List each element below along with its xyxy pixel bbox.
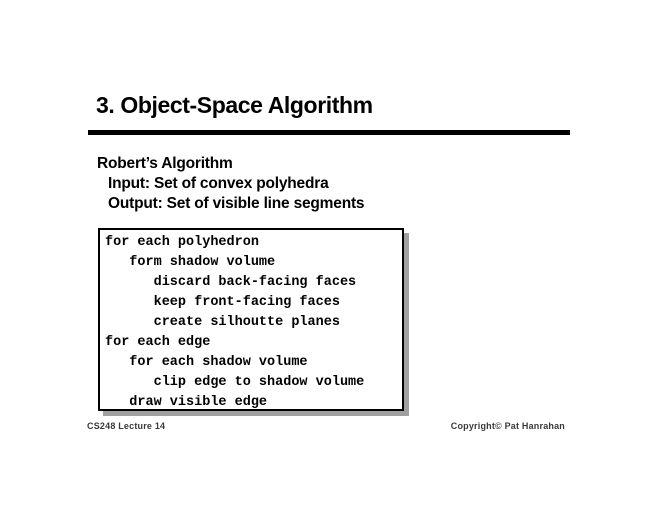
code-line: for each shadow volume: [105, 355, 308, 370]
code-line: for each edge: [105, 335, 211, 350]
algorithm-output-line: Output: Set of visible line segments: [108, 195, 365, 212]
code-line: clip edge to shadow volume: [105, 375, 365, 390]
pseudocode-box: [98, 228, 404, 411]
title-rule: [88, 130, 570, 135]
code-line: draw visible edge: [105, 395, 268, 410]
code-line: form shadow volume: [105, 255, 276, 270]
page-title: 3. Object-Space Algorithm: [96, 92, 373, 118]
code-line: discard back-facing faces: [105, 275, 357, 290]
code-line: for each polyhedron: [105, 235, 259, 250]
footer-copyright-label: Copyright© Pat Hanrahan: [450, 421, 565, 431]
algorithm-input-line: Input: Set of convex polyhedra: [108, 175, 329, 192]
footer-course-label: CS248 Lecture 14: [87, 421, 166, 431]
algorithm-description: [97, 154, 364, 214]
algorithm-heading: Robert’s Algorithm: [97, 155, 233, 172]
code-line: create silhoutte planes: [105, 315, 340, 330]
code-line: keep front-facing faces: [105, 295, 340, 310]
